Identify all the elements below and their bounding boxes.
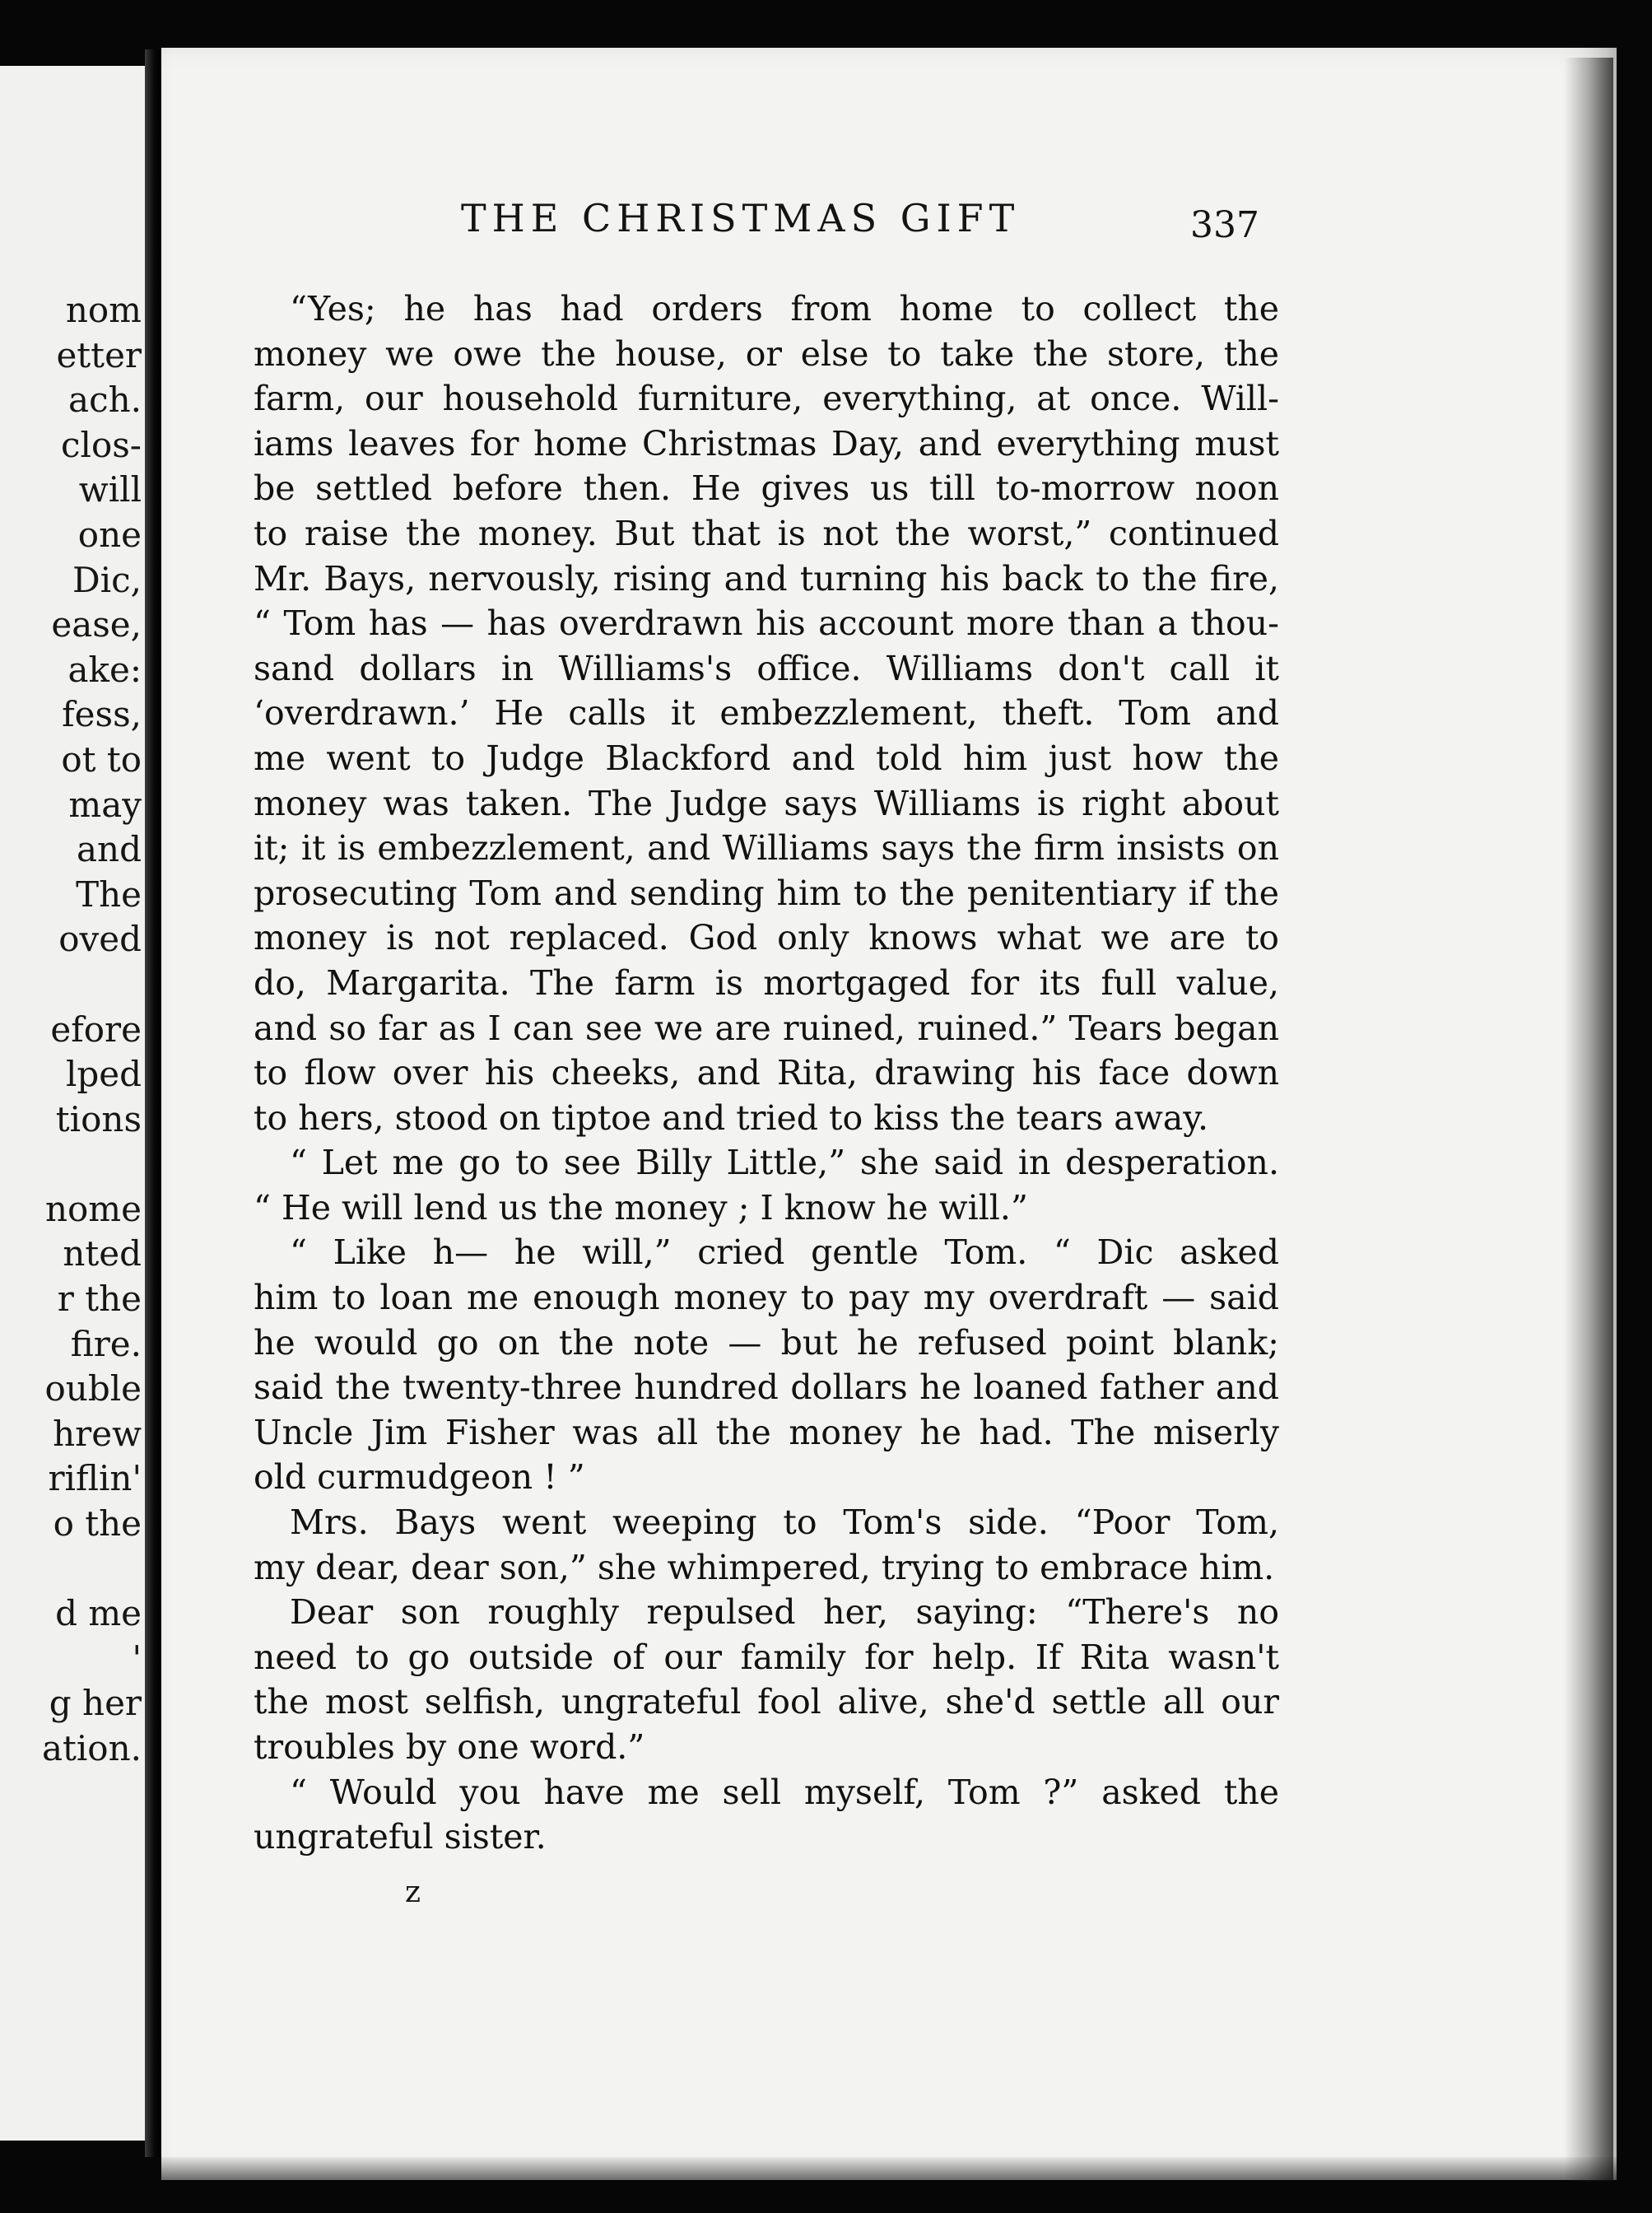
left-page-fragment: and	[77, 829, 142, 870]
left-page-fragment: o the	[53, 1503, 142, 1544]
left-page-fragment: lped	[65, 1054, 142, 1095]
left-page-fragment: oved	[58, 919, 142, 960]
text-line: he would go on the note — but he refused point blank;	[254, 1322, 1279, 1363]
left-page-fragment	[2, 962, 142, 1008]
text-line: “ Tom has — has overdrawn his account more than a thou-	[254, 603, 1279, 644]
text-line: “ Like h— he will,” cried gentle Tom. “ Dic asked	[290, 1232, 1279, 1273]
text-line: iams leaves for home Christmas Day, and everything must	[254, 423, 1279, 464]
left-page-fragment: clos-	[61, 424, 142, 465]
page-number: 337	[1190, 204, 1259, 246]
body-text	[254, 287, 1279, 1860]
text-line: me went to Judge Blackford and told him just how the	[254, 738, 1279, 778]
left-page-fragment: tions	[55, 1098, 142, 1139]
left-page-fragment: ot to	[61, 738, 142, 780]
left-page-fragment: ease,	[51, 604, 142, 645]
left-page-fragment: ach.	[68, 380, 142, 421]
left-page-fragment: efore	[50, 1009, 142, 1050]
left-page-fragment: Dic,	[72, 559, 142, 600]
left-facing-page	[0, 66, 148, 2141]
left-page-fragment: fire.	[70, 1323, 142, 1364]
left-page-fragment: '	[132, 1638, 142, 1679]
text-line: need to go outside of our family for help. If Rita wasn't	[254, 1637, 1279, 1677]
text-line: Uncle Jim Fisher was all the money he had. The miserly	[254, 1412, 1279, 1452]
page-bottom-shadow	[161, 2157, 1617, 2182]
text-line: “ Would you have me sell myself, Tom ?” asked the	[290, 1772, 1279, 1812]
left-page-fragment: may	[68, 784, 142, 825]
text-line: “Yes; he has had orders from home to collect the	[290, 289, 1279, 328]
left-page-fragment: nted	[63, 1233, 142, 1274]
text-line: ungrateful sister.	[254, 1817, 547, 1857]
left-page-fragment: nom	[65, 290, 142, 330]
left-page-fragment	[2, 1547, 142, 1592]
left-page-text-fragments	[2, 288, 142, 1772]
page-edge-shadow	[1564, 58, 1613, 2182]
left-page-fragment: one	[77, 514, 142, 555]
left-page-fragment: nome	[44, 1188, 142, 1229]
left-page-fragment: d me	[55, 1593, 142, 1634]
text-line: ‘overdrawn.’ He calls it embezzlement, theft. Tom and	[254, 693, 1279, 734]
left-page-fragment: fess,	[62, 694, 142, 735]
left-page-fragment: ake:	[67, 649, 142, 690]
text-line: money was taken. The Judge says Williams is right about	[254, 783, 1279, 823]
text-line: money we owe the house, or else to take the store, the	[254, 333, 1279, 374]
text-line: be settled before then. He gives us till to-morrow noon	[254, 468, 1279, 509]
text-line: it; it is embezzlement, and Williams says the firm insists on	[254, 828, 1279, 869]
left-page-fragment: will	[78, 469, 142, 510]
left-page-fragment: ation.	[41, 1728, 142, 1768]
text-line: the most selfish, ungrateful fool alive, she'd settle all our	[254, 1682, 1279, 1722]
text-line: old curmudgeon ! ”	[254, 1457, 585, 1498]
text-line: said the twenty-three hundred dollars he loaned father and	[254, 1367, 1279, 1408]
running-head: THE CHRISTMAS GIFT	[461, 196, 1021, 240]
left-page-fragment: riflin'	[48, 1458, 142, 1499]
left-page-fragment: hrew	[53, 1413, 142, 1454]
text-line: to raise the money. But that is not the worst,” continued	[254, 513, 1279, 553]
signature-mark: z	[405, 1875, 421, 1909]
text-line: sand dollars in Williams's office. Williams don't call it	[254, 648, 1279, 688]
text-line: money is not replaced. God only knows what we are to	[254, 918, 1279, 958]
text-line: do, Margarita. The farm is mortgaged for its full value,	[254, 962, 1279, 1003]
text-line: Dear son roughly repulsed her, saying: “There's no	[290, 1592, 1279, 1633]
text-line: him to loan me enough money to pay my overdraft — said	[254, 1278, 1279, 1318]
left-page-fragment: The	[76, 874, 142, 915]
left-page-fragment: r the	[57, 1279, 142, 1320]
text-line: farm, our household furniture, everything, at once. Will-	[254, 379, 1279, 419]
text-line: troubles by one word.”	[254, 1727, 645, 1767]
text-line: to hers, stood on tiptoe and tried to kiss the tears away.	[254, 1097, 1209, 1138]
book-gutter	[145, 49, 160, 2157]
left-page-fragment: g her	[49, 1683, 142, 1724]
text-line: Mrs. Bays went weeping to Tom's side. “Poor Tom,	[290, 1503, 1279, 1543]
left-page-fragment: etter	[56, 334, 142, 375]
text-line: “ Let me go to see Billy Little,” she said in desperation.	[290, 1143, 1279, 1183]
text-line: and so far as I can see we are ruined, ruined.” Tears began	[254, 1008, 1279, 1048]
text-line: “ He will lend us the money ; I know he will.”	[254, 1187, 1028, 1228]
text-line: prosecuting Tom and sending him to the penitentiary if the	[254, 873, 1279, 913]
left-page-fragment	[2, 1142, 142, 1187]
text-line: to flow over his cheeks, and Rita, drawing his face down	[254, 1053, 1279, 1093]
left-page-fragment: ouble	[44, 1368, 142, 1409]
text-line: Mr. Bays, nervously, rising and turning his back to the fire,	[254, 558, 1279, 599]
text-line: my dear, dear son,” she whimpered, trying to embrace him.	[254, 1547, 1275, 1587]
